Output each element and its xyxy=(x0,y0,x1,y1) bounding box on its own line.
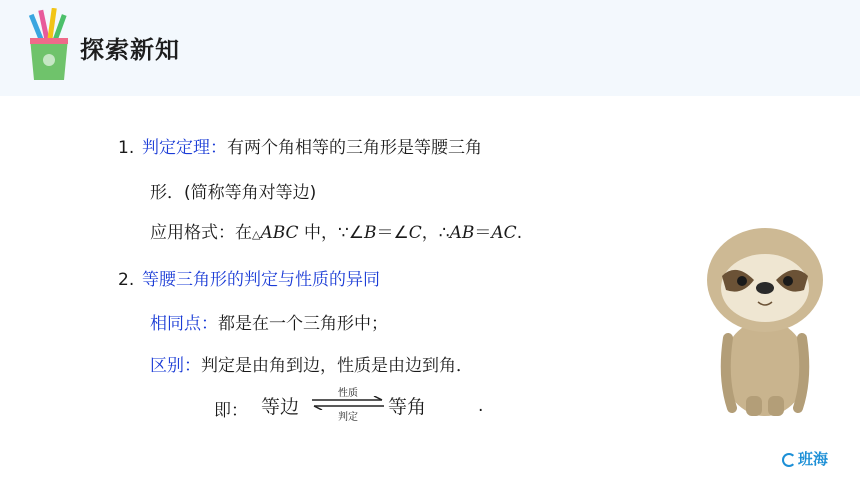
ac-term: AC xyxy=(491,223,517,243)
pencil-cup-icon xyxy=(22,8,76,84)
left-term: 等边 xyxy=(261,396,300,418)
judgement-theorem-line1 xyxy=(118,133,482,158)
header-bar xyxy=(0,0,860,96)
logo-icon xyxy=(782,453,796,467)
diff-text: 判定是由角到边，性质是由边到角． xyxy=(201,356,473,376)
format-label: 应用格式：在 xyxy=(150,223,252,243)
ji-label: 即： xyxy=(214,401,248,421)
double-arrow xyxy=(310,384,386,422)
trailing-dot: . xyxy=(478,396,484,416)
difference-line xyxy=(150,351,473,376)
text-mid1: 中，∵∠ xyxy=(298,223,365,243)
same-label: 相同点： xyxy=(150,314,218,334)
section2-title: 等腰三角形的判定与性质的异同 xyxy=(142,270,380,290)
diff-label: 区别： xyxy=(150,356,201,376)
judgement-theorem-line2: 形．(简称等角对等边) xyxy=(150,183,317,203)
theorem-label: 判定定理： xyxy=(142,138,227,158)
b-term: B xyxy=(364,223,377,243)
eq2: ＝ xyxy=(474,223,492,243)
page-title: 探索新知 xyxy=(80,36,180,64)
abc-term: ABC xyxy=(260,223,299,243)
arrow-top-label: 性质 xyxy=(338,388,358,399)
theorem-text: 有两个角相等的三角形是等腰三角 xyxy=(227,138,482,158)
item-number: 1. xyxy=(118,138,135,158)
same-point-line xyxy=(150,309,388,334)
text-mid2: ，∴ xyxy=(421,223,450,243)
brand-logo xyxy=(782,448,828,469)
section2-heading xyxy=(118,265,380,290)
application-format-line xyxy=(150,218,522,243)
logo-text: 班海 xyxy=(798,450,829,468)
same-text: 都是在一个三角形中； xyxy=(218,314,388,334)
item-number: 2. xyxy=(118,270,135,290)
right-term: 等角 xyxy=(388,396,427,418)
sloth-illustration xyxy=(700,218,830,418)
triangle-symbol: △ xyxy=(252,228,261,241)
ab-term: AB xyxy=(449,223,475,243)
eq1: ＝∠ xyxy=(376,223,409,243)
c-term: C xyxy=(408,223,422,243)
end-dot: . xyxy=(516,223,523,243)
arrow-bottom-label: 判定 xyxy=(338,412,358,423)
